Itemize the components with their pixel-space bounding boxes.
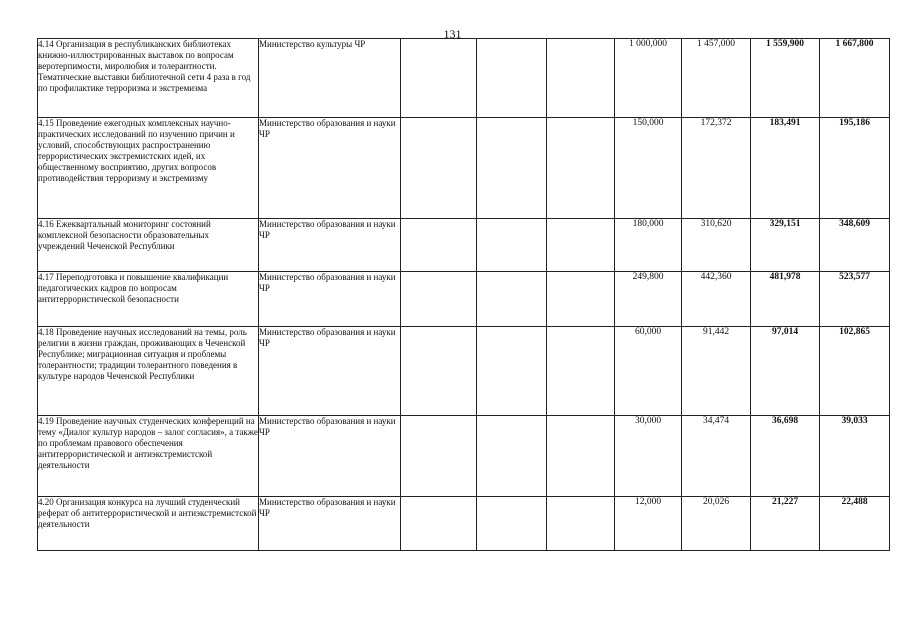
table-row: [38, 118, 890, 219]
empty-cell: [477, 118, 547, 219]
activity-cell: 4.20 Организация конкурса на лучший студенческий реферат об антитеррористической и антиэкстремистской деятельности: [38, 497, 259, 551]
executor-cell: Министерство образования и науки ЧР: [259, 118, 401, 219]
value-cell: 20,026: [682, 497, 751, 551]
value-cell: 442,360: [682, 272, 751, 327]
value-cell: 249,800: [615, 272, 682, 327]
value-cell: 97,014: [751, 327, 820, 416]
activity-cell: 4.15 Проведение ежегодных комплексных научно-практических исследований по изучению причин и условий, способствующих распространению террористических экстремистских идей, их общественному восприятию, других вопросов противодействия терроризму и экстремизму: [38, 118, 259, 219]
executor-cell: Министерство образования и науки ЧР: [259, 416, 401, 497]
activity-cell: 4.17 Переподготовка и повышение квалификации педагогических кадров по вопросам антитеррористической безопасности: [38, 272, 259, 327]
empty-cell: [477, 272, 547, 327]
value-cell: 180,000: [615, 219, 682, 272]
table-row: [38, 416, 890, 497]
empty-cell: [547, 497, 615, 551]
value-cell: 150,000: [615, 118, 682, 219]
value-cell: 102,865: [820, 327, 890, 416]
program-activities-table: [37, 38, 890, 551]
value-cell: 34,474: [682, 416, 751, 497]
empty-cell: [547, 39, 615, 118]
executor-cell: Министерство культуры ЧР: [259, 39, 401, 118]
executor-cell: Министерство образования и науки ЧР: [259, 327, 401, 416]
value-cell: 348,609: [820, 219, 890, 272]
executor-cell: Министерство образования и науки ЧР: [259, 272, 401, 327]
activity-cell: 4.18 Проведение научных исследований на темы, роль религии в жизни граждан, проживающих в Чеченской Республике; миграционная ситуация и проблемы толерантности; традиции толерантного поведения в культуре народов Чеченской Республики: [38, 327, 259, 416]
empty-cell: [477, 497, 547, 551]
value-cell: 329,151: [751, 219, 820, 272]
activity-cell: 4.19 Проведение научных студенческих конференций на тему «Диалог культур народов – залог согласия», а также по проблемам правового обеспечения антитеррористической и антиэкстремистской деятельности: [38, 416, 259, 497]
value-cell: 21,227: [751, 497, 820, 551]
value-cell: 1 559,900: [751, 39, 820, 118]
value-cell: 12,000: [615, 497, 682, 551]
empty-cell: [477, 327, 547, 416]
empty-cell: [401, 39, 477, 118]
empty-cell: [547, 327, 615, 416]
value-cell: 310,620: [682, 219, 751, 272]
value-cell: 195,186: [820, 118, 890, 219]
executor-cell: Министерство образования и науки ЧР: [259, 219, 401, 272]
value-cell: 30,000: [615, 416, 682, 497]
empty-cell: [477, 39, 547, 118]
value-cell: 1 667,800: [820, 39, 890, 118]
empty-cell: [401, 497, 477, 551]
empty-cell: [477, 416, 547, 497]
value-cell: 481,978: [751, 272, 820, 327]
value-cell: 36,698: [751, 416, 820, 497]
value-cell: 91,442: [682, 327, 751, 416]
table-row: [38, 327, 890, 416]
page-number: 131: [443, 27, 462, 41]
empty-cell: [477, 219, 547, 272]
value-cell: 22,488: [820, 497, 890, 551]
table-row: [38, 219, 890, 272]
empty-cell: [401, 272, 477, 327]
value-cell: 60,000: [615, 327, 682, 416]
activity-cell: 4.14 Организация в республиканских библиотеках книжно-иллюстрированных выставок по вопросам веротерпимости, миролюбия и толерантности. Тематические выставки библиотечной сети 4 раза в год по профилактике терроризма и экстремизма: [38, 39, 259, 118]
empty-cell: [547, 416, 615, 497]
empty-cell: [547, 219, 615, 272]
empty-cell: [401, 327, 477, 416]
executor-cell: Министерство образования и науки ЧР: [259, 497, 401, 551]
empty-cell: [401, 416, 477, 497]
table-row: [38, 497, 890, 551]
empty-cell: [401, 118, 477, 219]
value-cell: 1 000,000: [615, 39, 682, 118]
table-row: [38, 39, 890, 118]
activity-cell: 4.16 Ежеквартальный мониторинг состояний комплексной безопасности образовательных учреждений Чеченской Республики: [38, 219, 259, 272]
value-cell: 172,372: [682, 118, 751, 219]
value-cell: 1 457,000: [682, 39, 751, 118]
value-cell: 183,491: [751, 118, 820, 219]
empty-cell: [547, 272, 615, 327]
empty-cell: [547, 118, 615, 219]
empty-cell: [401, 219, 477, 272]
value-cell: 523,577: [820, 272, 890, 327]
table-row: [38, 272, 890, 327]
value-cell: 39,033: [820, 416, 890, 497]
